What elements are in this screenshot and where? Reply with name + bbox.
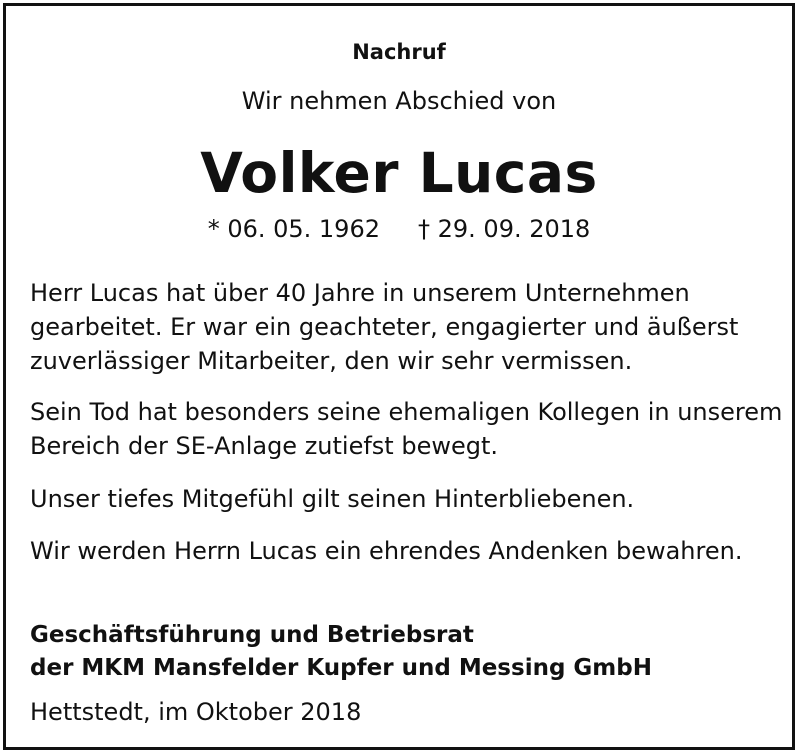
signature-line-1: Geschäftsführung und Betriebsrat — [30, 622, 474, 648]
signature-block — [30, 619, 786, 685]
death-date: † 29. 09. 2018 — [418, 215, 591, 243]
signature-line-2: der MKM Mansfelder Kupfer und Messing GmbH — [30, 655, 652, 681]
obituary-notice — [3, 3, 795, 750]
paragraph-condolences: Unser tiefes Mitgefühl gilt seinen Hinterbliebenen. — [30, 485, 635, 513]
deceased-name: Volker Lucas — [200, 141, 598, 205]
life-dates — [6, 213, 792, 245]
birth-date: * 06. 05. 1962 — [207, 215, 380, 243]
paragraph-service: Herr Lucas hat über 40 Jahre in unserem Unternehmen gearbeitet. Er war ein geachteter, engagierter und äußerst zuverlässiger Mitarbeiter, den wir sehr vermissen. — [30, 279, 739, 375]
intro-line: Wir nehmen Abschied von — [241, 87, 557, 115]
notice-heading: Nachruf — [352, 40, 446, 64]
paragraph-remembrance: Wir werden Herrn Lucas ein ehrendes Andenken bewahren. — [30, 537, 743, 565]
place-and-date: Hettstedt, im Oktober 2018 — [30, 698, 362, 726]
paragraph-colleagues: Sein Tod hat besonders seine ehemaligen Kollegen in unserem Bereich der SE-Anlage zutiefst bewegt. — [30, 398, 783, 460]
